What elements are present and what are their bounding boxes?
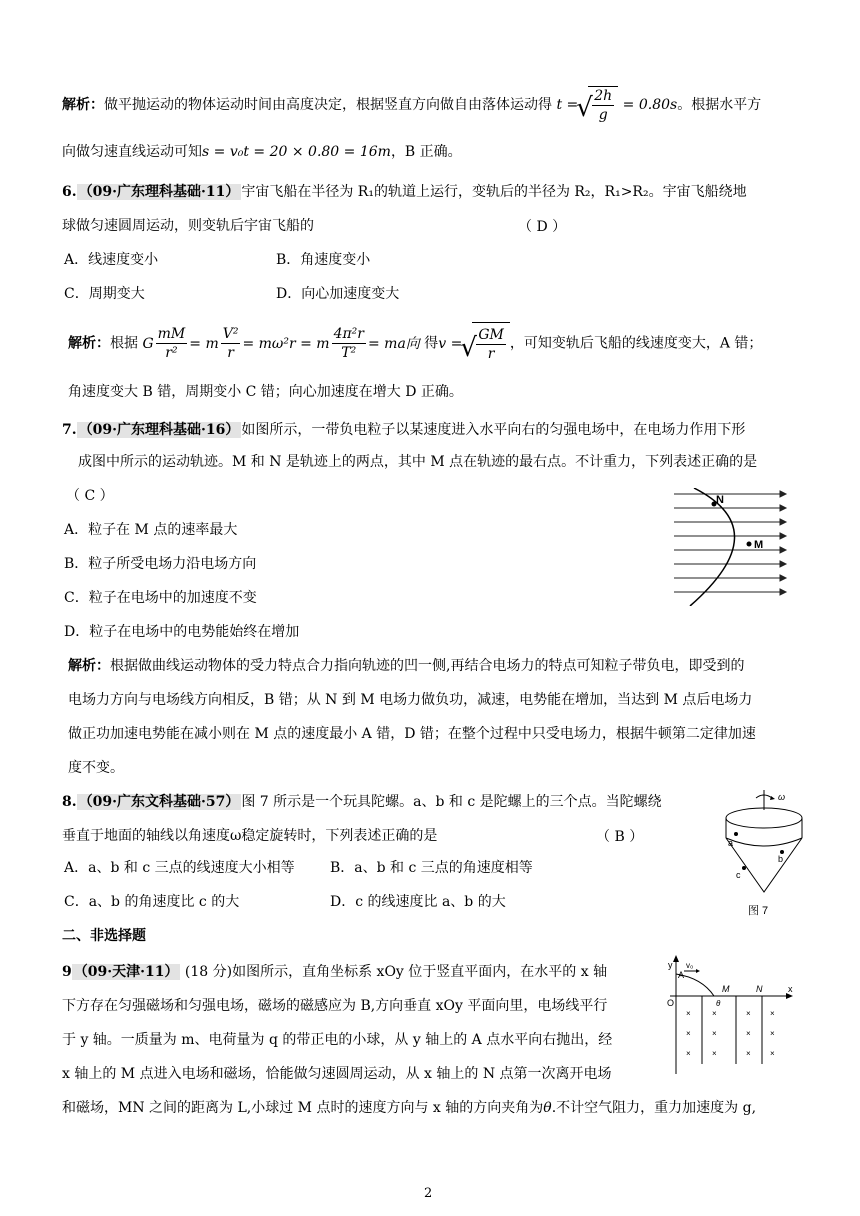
label-n: N [756,984,763,994]
svg-text:×: × [746,1029,751,1038]
svg-text:×: × [712,1009,717,1018]
question-9-stem-2: 下方存在匀强磁场和匀强电场，磁场的磁感应为 B,方向垂直 xOy 平面向里，电场线平行 [62,998,608,1014]
svg-text:×: × [686,1009,691,1018]
question-7-analysis: 解析：根据做曲线运动物体的受力特点合力指向轨迹的凹一侧,再结合电场力的特点可知粒子带负电，即受到的 [68,658,745,674]
label-n: N [716,494,724,506]
option-d: D．粒子在电场中的电势能始终在增加 [64,624,300,640]
question-source: （09·广东理科基础·11） [78,184,240,200]
question-7-answer: （ C ） [66,488,114,504]
label-o: O [667,998,675,1008]
section-heading: 二、非选择题 [62,928,146,944]
label-v0: v₀ [686,961,694,970]
gravitation-equation: G $\frac{mM}{\text{r²}}$ = m $\frac{\text{V²}}{r}$ = mω²r = m $\frac{\text{4π²r}}{\text{T²}}$ = ma向 [142,326,420,361]
label-x: x [788,984,793,994]
svg-text:×: × [770,1029,775,1038]
question-9-stem-5: 和磁场，MN 之间的距离为 L,小球过 M 点时的速度方向与 x 轴的方向夹角为θ.不计空气阻力，重力加速度为 g, [62,1100,757,1116]
question-7-analysis-3: 做正功加速电势能在减小则在 M 点的速度最小 A 错，D 错；在整个过程中只受电场力，根据牛顿第二定律加速 [68,726,756,742]
analysis-label: 解析： [62,97,104,113]
electric-field-figure [672,488,790,606]
time-equation: t = √ $\frac{2h}{g}$ = 0.80s [556,97,677,113]
option-b: B．角速度变小 [276,252,371,268]
question-8-answer: （ B ） [596,829,644,845]
question-8-stem-2: 垂直于地面的轴线以角速度ω稳定旋转时，下列表述正确的是 [62,828,438,844]
label-a: A [678,970,685,980]
question-7-analysis-4: 度不变。 [68,760,124,776]
label-a: a [728,838,734,848]
question-source: （09·广东理科基础·16） [78,422,240,438]
analysis-text: 做平抛运动的物体运动时间由高度决定，根据竖直方向做自由落体运动得 [104,97,552,113]
displacement-equation: s = v₀t = 20 × 0.80 = 16m [202,144,391,160]
coordinate-field-figure [666,954,796,1078]
option-a: A．a、b 和 c 三点的线速度大小相等 [64,860,295,876]
question-6-stem-2: 球做匀速圆周运动，则变轨后宇宙飞船的 [62,218,314,234]
svg-text:×: × [746,1009,751,1018]
point-m [747,542,752,547]
question-7-analysis-2: 电场力方向与电场线方向相反，B 错；从 N 到 M 电场力做负功，减速，电势能在增加，当达到 M 点后电场力 [68,692,753,708]
omega-label: ω [778,792,786,802]
svg-text:×: × [686,1049,691,1058]
option-c: C．周期变大 [64,286,145,302]
option-b: B．a、b 和 c 三点的角速度相等 [330,860,533,876]
page-number: 2 [424,1186,433,1201]
option-b: B．粒子所受电场力沿电场方向 [64,556,257,572]
option-d: D．向心加速度变大 [276,286,400,302]
option-a: A．粒子在 M 点的速率最大 [64,522,238,538]
question-source: （09·广东文科基础·57） [78,794,240,810]
svg-text:×: × [770,1049,775,1058]
question-6-analysis-2: 角速度变大 B 错，周期变小 C 错；向心加速度在增大 D 正确。 [68,384,463,400]
option-d: D．c 的线速度比 a、b 的大 [330,894,506,910]
svg-text:×: × [686,1029,691,1038]
option-a: A．线速度变小 [64,252,159,268]
question-6-stem: 6. （09·广东理科基础·11） 宇宙飞船在半径为 R₁的轨道上运行，变轨后的半径为 R₂，R₁>R₂。宇宙飞船绕地 [62,184,747,200]
svg-text:×: × [712,1029,717,1038]
question-6-analysis: 解析：根据 G $\frac{mM}{\text{r²}}$ = m $\frac{\text{V²}}{r}$ = mω²r = m $\frac{\text{4π²r}}{\text{T²}}$ = ma向 得v = √ $\frac{GM}{r}$ ，可知变轨后飞船的线速度变大，A 错； [68,322,762,365]
question-9-stem: 9 （09·天津·11） (18 分)如图所示，直角坐标系 xOy 位于竖直平面内，在水平的 x 轴 [62,964,608,980]
question-6-answer: （ D ） [518,219,567,235]
question-9-stem-3: 于 y 轴。一质量为 m、电荷量为 q 的带正电的小球，从 y 轴上的 A 点水平向右抛出，经 [62,1032,613,1048]
question-9-stem-4: x 轴上的 M 点进入电场和磁场，恰能做匀速圆周运动，从 x 轴上的 N 点第一次离开电场 [62,1066,612,1082]
option-c: C．粒子在电场中的加速度不变 [64,590,257,606]
svg-text:×: × [712,1049,717,1058]
option-c: C．a、b 的角速度比 c 的大 [64,894,240,910]
label-theta: θ [716,999,721,1008]
svg-text:×: × [770,1009,775,1018]
svg-text:×: × [746,1049,751,1058]
label-b: b [778,854,784,864]
analysis-line-1 [62,86,761,124]
label-c: c [736,870,741,880]
question-source: （09·天津·11） [73,964,179,980]
analysis-line-2: 向做匀速直线运动可知s = v₀t = 20 × 0.80 = 16m，B 正确。 [62,144,462,160]
spinning-top-figure [714,788,810,920]
label-m: M [754,539,764,551]
question-7-stem-2: 成图中所示的运动轨迹。M 和 N 是轨迹上的两点，其中 M 点在轨迹的最右点。不计重力，下列表述正确的是 [78,454,758,470]
question-8-stem: 8. （09·广东文科基础·57） 图 7 所示是一个玩具陀螺。a、b 和 c 是陀螺上的三个点。当陀螺绕 [62,794,662,810]
question-7-stem: 7. （09·广东理科基础·16） 如图所示，一带负电粒子以某速度进入水平向右的匀强电场中，在电场力作用下形 [62,422,746,438]
label-m: M [722,984,730,994]
figure-caption: 图 7 [748,905,769,917]
label-y: y [668,960,673,970]
analysis-text: 。根据水平方 [677,97,762,113]
